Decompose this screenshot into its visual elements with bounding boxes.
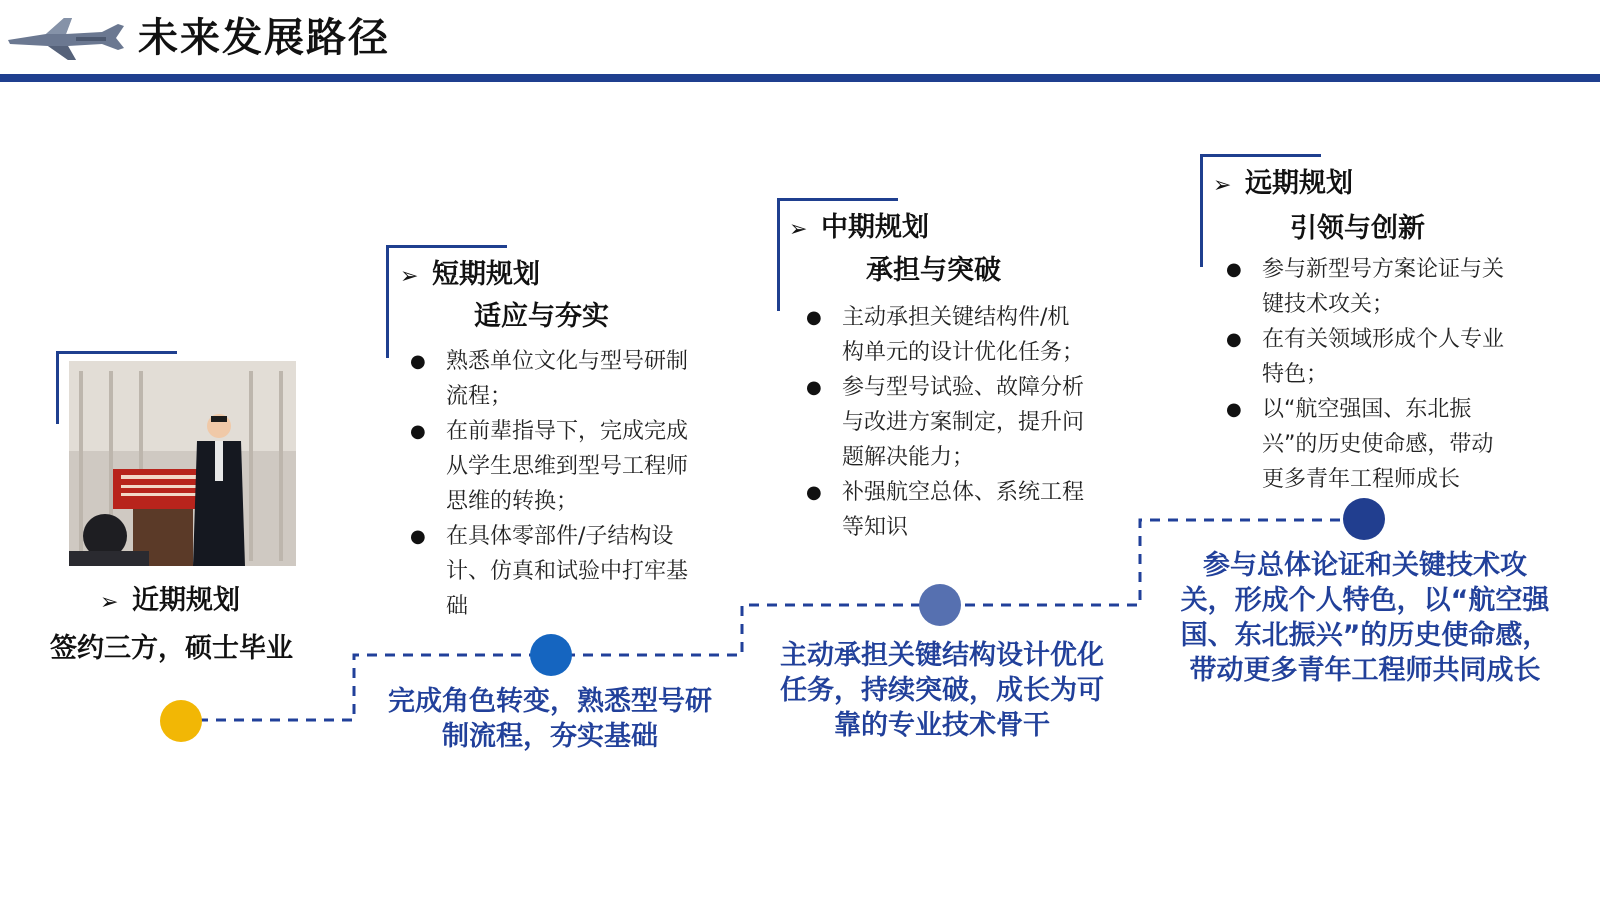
list-item: ● 以“航空强国、东北振兴”的历史使命感，带动更多青年工程师成长 [1226, 392, 1511, 497]
list-item: ● 在具体零部件/子结构设计、仿真和试验中打牢基础 [410, 519, 695, 624]
near-heading-label: 近期规划 [132, 585, 240, 616]
list-item: ● 参与新型号方案论证与关键技术攻关； [1226, 252, 1511, 322]
list-item: ● 在有关领域形成个人专业特色； [1226, 322, 1511, 392]
node-mid [919, 584, 961, 626]
node-long [1343, 498, 1385, 540]
arrow-right-icon: ➢ [789, 217, 808, 242]
mid-heading [789, 211, 929, 247]
short-summary: 完成角色转变，熟悉型号研制流程，夯实基础 [388, 686, 712, 752]
list-item: ● 参与型号试验、故障分析与改进方案制定，提升问题解决能力； [806, 370, 1091, 475]
long-bullets [1226, 252, 1511, 497]
arrow-right-icon: ➢ [400, 264, 419, 289]
short-bullets [410, 344, 695, 624]
list-item: ● 熟悉单位文化与型号研制流程； [410, 344, 695, 414]
speaker-photo [69, 361, 296, 566]
long-summary: 参与总体论证和关键技术攻关，形成个人特色，以“航空强国、东北振兴”的历史使命感，带动更多青年工程师共同成长 [1180, 550, 1550, 686]
near-subtitle: 签约三方，硕士毕业 [50, 633, 293, 664]
list-item: ● 主动承担关键结构件/机构单元的设计优化任务； [806, 300, 1091, 370]
arrow-right-icon: ➢ [1213, 173, 1232, 198]
short-heading [400, 258, 540, 294]
mid-bullets [806, 300, 1091, 545]
page-title: 未来发展路径 [138, 15, 390, 61]
long-subtitle: 引领与创新 [1290, 213, 1425, 244]
mid-subtitle: 承担与突破 [866, 255, 1001, 286]
list-item: ● 补强航空总体、系统工程等知识 [806, 475, 1091, 545]
list-item: ● 在前辈指导下，完成完成从学生思维到型号工程师思维的转换； [410, 414, 695, 519]
short-subtitle: 适应与夯实 [474, 301, 609, 332]
long-heading [1213, 167, 1353, 203]
long-heading-label: 远期规划 [1245, 168, 1353, 199]
short-heading-label: 短期规划 [432, 259, 540, 290]
node-near [160, 700, 202, 742]
near-heading [100, 584, 240, 620]
mid-heading-label: 中期规划 [821, 212, 929, 243]
arrow-right-icon: ➢ [100, 590, 119, 615]
node-short [530, 634, 572, 676]
mid-summary: 主动承担关键结构设计优化任务，持续突破，成长为可靠的专业技术骨干 [780, 640, 1104, 741]
